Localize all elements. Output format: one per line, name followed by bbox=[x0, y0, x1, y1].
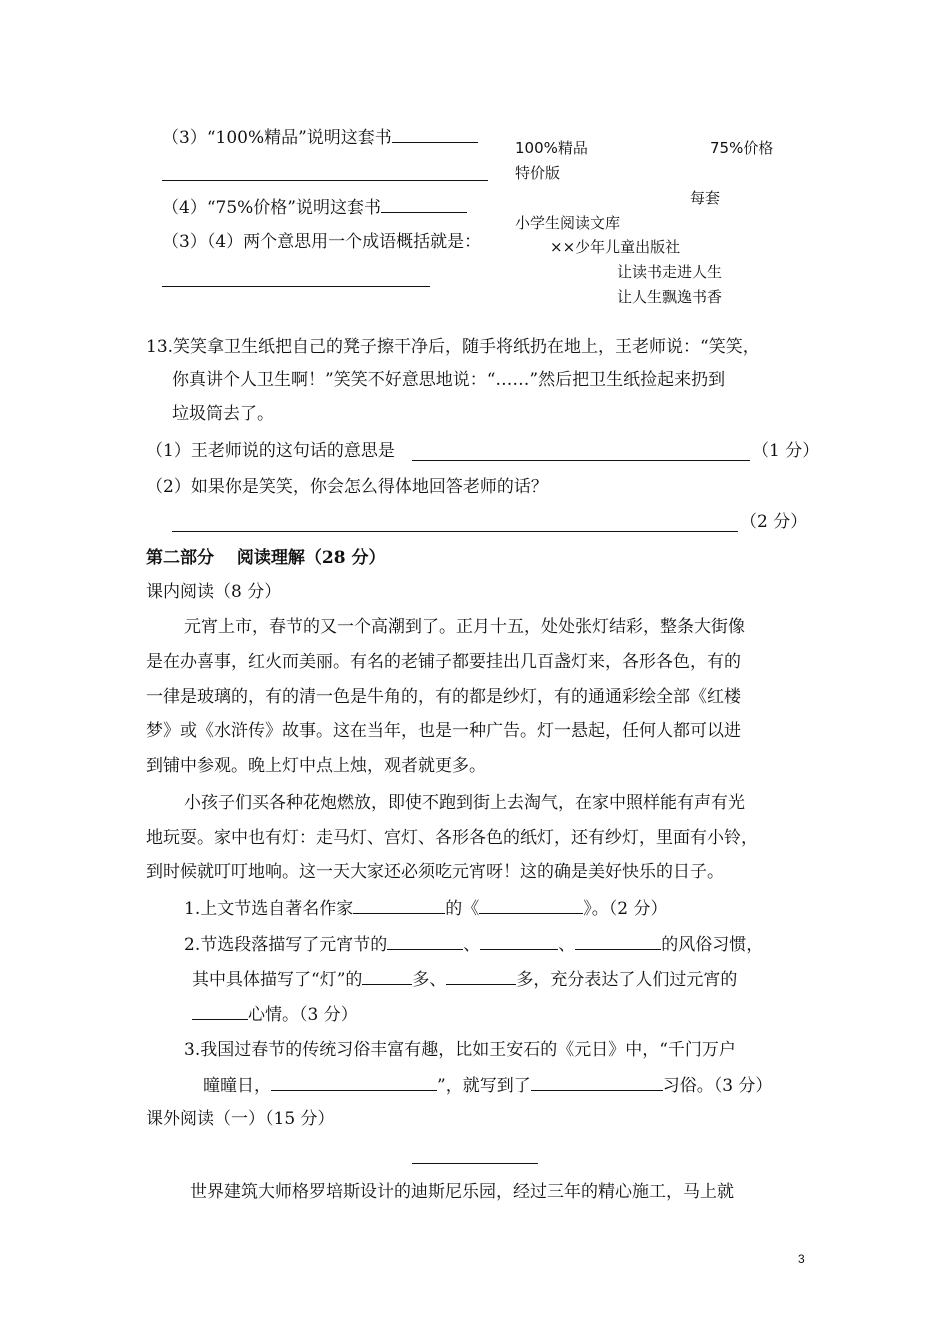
ad-line-special: 特价版 bbox=[515, 164, 561, 182]
answer-blank[interactable] bbox=[362, 968, 412, 985]
answer-blank[interactable] bbox=[192, 1003, 248, 1020]
ad-line-publisher: ××少年儿童出版社 bbox=[550, 238, 681, 256]
passage-p1-line: 一律是玻璃的，有的清一色是牛角的，有的都是纱灯，有的通通彩绘全部《红楼 bbox=[146, 687, 741, 707]
ad-line-100pct: 100%精品 bbox=[515, 139, 588, 157]
answer-blank[interactable] bbox=[531, 1074, 663, 1091]
reading-q2-line3: 心情。（3 分） bbox=[192, 1003, 358, 1026]
answer-blank[interactable] bbox=[480, 933, 558, 950]
q13-sub1: （1）王老师说的这句话的意思是 bbox=[146, 441, 395, 461]
reading-q2-line2: 其中具体描写了“灯”的 多、 多，充分表达了人们过元宵的 bbox=[192, 970, 738, 990]
q12-item4: （4）“75%价格”说明这套书 bbox=[162, 196, 467, 219]
answer-line[interactable] bbox=[162, 180, 488, 181]
reading-q3-line1: 3.我国过春节的传统习俗丰富有趣，比如王安石的《元日》中，“千门万户 bbox=[184, 1040, 736, 1060]
passage-p1-line: 元宵上市，春节的又一个高潮到了。正月十五，处处张灯结彩，整条大街像 bbox=[184, 617, 745, 637]
q13-line2: 你真讲个人卫生啊！”笑笑不好意思地说：“……”然后把卫生纸捡起来扔到 bbox=[172, 370, 726, 390]
reading-q3-line2: 曈曈日， ”，就写到了 习俗。（3 分） bbox=[203, 1076, 773, 1096]
ad-line-75pct: 75%价格 bbox=[710, 139, 774, 157]
answer-blank[interactable] bbox=[381, 196, 467, 213]
answer-line[interactable] bbox=[412, 460, 750, 461]
q12-item3: （3）“100%精品”说明这套书 bbox=[162, 126, 478, 149]
reading-q1: 1.上文节选自著名作家 的《 》。（2 分） bbox=[184, 899, 668, 919]
passage-p1-line: 是在办喜事，红火而美丽。有名的老铺子都要挂出几百盏灯来，各形各色，有的 bbox=[146, 652, 741, 672]
answer-line[interactable] bbox=[162, 286, 430, 287]
ad-line-slogan2: 让人生飘逸书香 bbox=[617, 288, 723, 306]
passage-p1-line: 到铺中参观。晚上灯中点上烛，观者就更多。 bbox=[146, 756, 486, 776]
inner-reading-heading: 课内阅读（8 分） bbox=[146, 582, 282, 602]
part2-title: 第二部分 阅读理解（28 分） bbox=[146, 548, 386, 568]
passage-p1-line: 梦》或《水浒传》故事。这在当年，也是一种广告。灯一悬起，任何人都可以进 bbox=[146, 721, 741, 741]
page-number: 3 bbox=[798, 1252, 805, 1266]
q13-sub1-score: （1 分） bbox=[752, 441, 820, 461]
answer-blank[interactable] bbox=[387, 933, 463, 950]
answer-blank[interactable] bbox=[271, 1074, 437, 1091]
answer-blank[interactable] bbox=[446, 968, 516, 985]
reading-q2-line1: 2.节选段落描写了元宵节的 、 、 的风俗习惯， bbox=[184, 935, 764, 955]
q12-item34: （3）（4）两个意思用一个成语概括就是： bbox=[162, 232, 482, 252]
passage-p2-line: 地玩耍。家中也有灯：走马灯、宫灯、各形各色的纸灯，还有纱灯，里面有小铃， bbox=[146, 828, 758, 848]
q13-line3: 垃圾筒去了。 bbox=[172, 404, 274, 424]
ad-line-slogan1: 让读书走进人生 bbox=[617, 263, 723, 281]
ad-line-library: 小学生阅读文库 bbox=[515, 214, 621, 232]
answer-blank[interactable] bbox=[392, 126, 478, 143]
outer-reading-heading: 课外阅读（一）（15 分） bbox=[146, 1109, 335, 1129]
passage-p2-line: 到时候就叮叮地响。这一天大家还必须吃元宵呀！这的确是美好快乐的日子。 bbox=[146, 862, 724, 882]
answer-blank[interactable] bbox=[479, 897, 583, 914]
q13-line1: 13.笑笑拿卫生纸把自己的凳子擦干净后，随手将纸扔在地上，王老师说：“笑笑， bbox=[146, 337, 760, 357]
outer-passage-line: 世界建筑大师格罗培斯设计的迪斯尼乐园，经过三年的精心施工，马上就 bbox=[190, 1182, 734, 1202]
ad-line-per-set: 每套 bbox=[690, 189, 721, 207]
passage-p2-line: 小孩子们买各种花炮燃放，即使不跑到街上去淘气，在家中照样能有声有光 bbox=[184, 793, 745, 813]
answer-blank[interactable] bbox=[575, 933, 661, 950]
answer-blank[interactable] bbox=[353, 897, 445, 914]
q13-sub2-score: （2 分） bbox=[740, 512, 808, 532]
answer-line[interactable] bbox=[172, 531, 738, 532]
title-blank[interactable] bbox=[412, 1163, 538, 1164]
q13-sub2: （2）如果你是笑笑，你会怎么得体地回答老师的话？ bbox=[146, 477, 548, 497]
